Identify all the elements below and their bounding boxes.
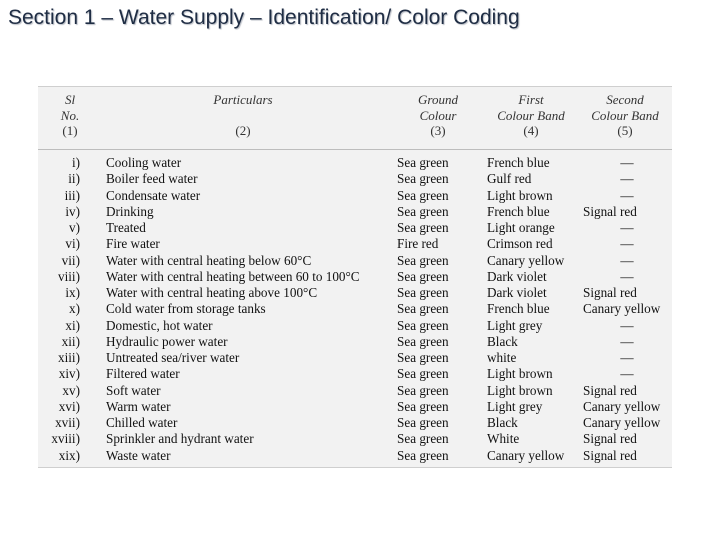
header-second-colour-band: Second Colour Band (5) <box>591 92 659 138</box>
table-row <box>38 415 672 431</box>
cell-first-colour-band: White <box>487 431 520 447</box>
table-row <box>38 285 672 301</box>
cell-first-colour-band: Light brown <box>487 382 553 398</box>
table-row <box>38 171 672 187</box>
cell-second-colour-band: Signal red <box>583 431 637 447</box>
cell-particulars: Sprinkler and hydrant water <box>106 431 254 447</box>
table-row <box>38 204 672 220</box>
cell-ground-colour: Sea green <box>397 252 449 268</box>
cell-sl-no: xi) <box>65 317 80 333</box>
cell-second-colour-band: — <box>620 268 634 284</box>
table-row <box>38 301 672 317</box>
cell-second-colour-band: Signal red <box>583 203 637 219</box>
cell-second-colour-band: Canary yellow <box>583 301 661 317</box>
cell-sl-no: xv) <box>62 382 80 398</box>
cell-first-colour-band: white <box>487 350 517 365</box>
cell-ground-colour: Sea green <box>397 382 449 398</box>
cell-first-colour-band: Gulf red <box>487 171 532 187</box>
cell-particulars: Treated <box>106 220 146 235</box>
cell-particulars: Water with central heating above 100°C <box>106 285 318 300</box>
cell-second-colour-band: — <box>620 366 634 382</box>
cell-ground-colour: Sea green <box>397 350 449 365</box>
cell-ground-colour: Sea green <box>397 398 449 414</box>
cell-ground-colour: Sea green <box>397 333 449 349</box>
cell-second-colour-band: — <box>620 333 634 349</box>
cell-ground-colour: Sea green <box>397 366 449 382</box>
cell-sl-no: vii) <box>61 252 80 268</box>
cell-sl-no: iv) <box>65 203 80 219</box>
cell-sl-no: vi) <box>65 236 80 252</box>
cell-particulars: Cold water from storage tanks <box>106 301 266 317</box>
cell-first-colour-band: Dark violet <box>487 285 547 300</box>
cell-sl-no: xiii) <box>58 350 80 365</box>
header-first-colour-band: First Colour Band (4) <box>497 92 565 138</box>
cell-sl-no: xvii) <box>55 415 80 430</box>
cell-particulars: Boiler feed water <box>106 171 198 187</box>
cell-second-colour-band: — <box>620 155 634 170</box>
table-row <box>38 188 672 204</box>
cell-particulars: Waste water <box>106 447 171 463</box>
cell-sl-no: xiv) <box>58 366 80 382</box>
table-row <box>38 318 672 334</box>
cell-ground-colour: Sea green <box>397 203 449 219</box>
cell-second-colour-band: Signal red <box>583 382 637 398</box>
table-row <box>38 253 672 269</box>
table-row <box>38 366 672 382</box>
cell-sl-no: xix) <box>58 447 80 463</box>
cell-first-colour-band: Black <box>487 415 518 430</box>
slide-title: Section 1 – Water Supply – Identification/ Color Coding <box>8 6 520 29</box>
cell-particulars: Condensate water <box>106 187 201 203</box>
cell-first-colour-band: Dark violet <box>487 268 547 284</box>
cell-ground-colour: Sea green <box>397 317 449 333</box>
cell-ground-colour: Sea green <box>397 447 449 463</box>
cell-second-colour-band: — <box>620 252 634 268</box>
cell-first-colour-band: French blue <box>487 155 550 170</box>
table-row <box>38 155 672 171</box>
cell-particulars: Drinking <box>106 203 154 219</box>
cell-second-colour-band: Canary yellow <box>583 398 661 414</box>
cell-ground-colour: Sea green <box>397 155 449 170</box>
cell-particulars: Domestic, hot water <box>106 317 213 333</box>
cell-first-colour-band: Light brown <box>487 187 553 203</box>
table-header <box>38 87 672 150</box>
cell-first-colour-band: Black <box>487 333 518 349</box>
cell-particulars: Warm water <box>106 398 171 414</box>
cell-second-colour-band: Signal red <box>583 285 637 300</box>
cell-second-colour-band: — <box>620 350 634 365</box>
cell-ground-colour: Sea green <box>397 171 449 187</box>
cell-particulars: Water with central heating between 60 to 100°C <box>106 268 360 284</box>
header-particulars: Particulars (2) <box>213 92 273 138</box>
cell-sl-no: v) <box>69 220 80 235</box>
cell-particulars: Chilled water <box>106 415 178 430</box>
table-row <box>38 269 672 285</box>
cell-sl-no: xii) <box>61 333 80 349</box>
cell-second-colour-band: — <box>620 220 634 235</box>
cell-second-colour-band: — <box>620 317 634 333</box>
cell-first-colour-band: French blue <box>487 301 550 317</box>
header-ground-colour: Ground Colour (3) <box>418 92 458 138</box>
table-row <box>38 334 672 350</box>
cell-second-colour-band: — <box>620 187 634 203</box>
cell-sl-no: viii) <box>58 268 80 284</box>
cell-first-colour-band: French blue <box>487 203 550 219</box>
table-row <box>38 220 672 236</box>
cell-first-colour-band: Light grey <box>487 398 543 414</box>
cell-particulars: Fire water <box>106 236 160 252</box>
table-row <box>38 431 672 447</box>
cell-sl-no: x) <box>69 301 80 317</box>
cell-ground-colour: Sea green <box>397 187 449 203</box>
cell-ground-colour: Sea green <box>397 268 449 284</box>
cell-first-colour-band: Light brown <box>487 366 553 382</box>
table-row <box>38 448 672 464</box>
cell-particulars: Soft water <box>106 382 161 398</box>
table-body <box>38 155 672 464</box>
cell-first-colour-band: Canary yellow <box>487 447 565 463</box>
cell-particulars: Water with central heating below 60°C <box>106 252 312 268</box>
cell-second-colour-band: Canary yellow <box>583 415 661 430</box>
header-sl-no: Sl No. (1) <box>60 92 80 138</box>
cell-particulars: Filtered water <box>106 366 180 382</box>
cell-sl-no: ix) <box>65 285 80 300</box>
cell-second-colour-band: Signal red <box>583 447 637 463</box>
cell-ground-colour: Sea green <box>397 301 449 317</box>
table-row <box>38 350 672 366</box>
cell-particulars: Hydraulic power water <box>106 333 228 349</box>
cell-first-colour-band: Crimson red <box>487 236 553 252</box>
cell-second-colour-band: — <box>620 236 634 252</box>
cell-sl-no: iii) <box>64 187 80 203</box>
cell-sl-no: xvi) <box>58 398 80 414</box>
cell-sl-no: xviii) <box>51 431 80 447</box>
cell-ground-colour: Sea green <box>397 431 449 447</box>
cell-ground-colour: Fire red <box>397 236 439 252</box>
cell-ground-colour: Sea green <box>397 415 449 430</box>
table-row <box>38 383 672 399</box>
cell-ground-colour: Sea green <box>397 285 449 300</box>
cell-first-colour-band: Light grey <box>487 317 543 333</box>
cell-first-colour-band: Light orange <box>487 220 555 235</box>
table-row <box>38 236 672 252</box>
cell-first-colour-band: Canary yellow <box>487 252 565 268</box>
cell-sl-no: ii) <box>68 171 80 187</box>
cell-ground-colour: Sea green <box>397 220 449 235</box>
table-row <box>38 399 672 415</box>
cell-second-colour-band: — <box>620 171 634 187</box>
cell-sl-no: i) <box>71 155 80 170</box>
color-coding-table <box>38 86 672 468</box>
cell-particulars: Cooling water <box>106 155 182 170</box>
cell-particulars: Untreated sea/river water <box>106 350 240 365</box>
